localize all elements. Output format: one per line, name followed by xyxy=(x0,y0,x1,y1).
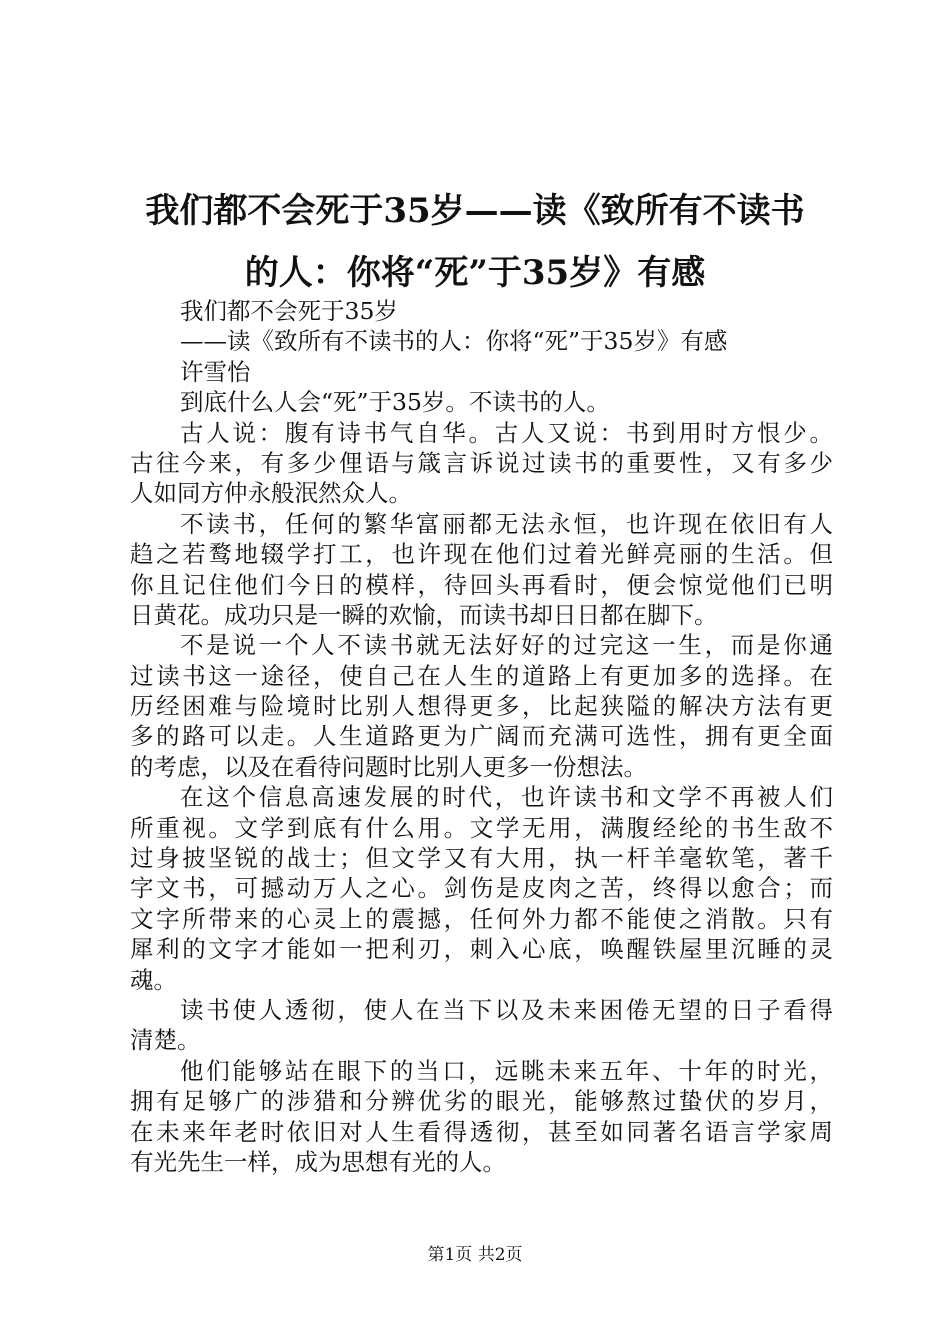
document-body xyxy=(130,296,833,1177)
paragraph-line: 在这个信息高速发展的时代，也许读书和文学不再被人们 xyxy=(180,783,833,812)
paragraph-line: 他们能够站在眼下的当口，远眺未来五年、十年的时光， xyxy=(180,1056,833,1085)
subtitle-line: 我们都不会死于35岁 xyxy=(180,297,398,325)
paragraph-line: 古人说：腹有诗书气自华。古人又说：书到用时方恨少。 xyxy=(180,418,833,447)
paragraph-line: 历经困难与险境时比别人想得更多，比起狭隘的解决方法有更 xyxy=(130,692,833,721)
paragraph-line: 魂。 xyxy=(130,965,177,994)
paragraph-line: 过读书这一途径，使自己在人生的道路上有更加多的选择。在 xyxy=(130,661,833,690)
subtitle-line: ——读《致所有不读书的人：你将“死”于35岁》有感 xyxy=(180,327,728,356)
paragraph-line: 人如同方仲永般泯然众人。 xyxy=(130,479,412,508)
paragraph-line: 在未来年老时依旧对人生看得透彻，甚至如同著名语言学家周 xyxy=(130,1117,833,1146)
paragraph-line: 有光先生一样，成为思想有光的人。 xyxy=(130,1147,506,1176)
paragraph-line: 字文书，可撼动万人之心。剑伤是皮肉之苦，终得以愈合；而 xyxy=(130,874,833,903)
paragraph-line: 所重视。文学到底有什么用。文学无用，满腹经纶的书生敌不 xyxy=(130,813,833,842)
paragraph-line: 多的路可以走。人生道路更为广阔而充满可选性，拥有更全面 xyxy=(130,722,833,751)
paragraph-line: 到底什么人会“死”于35岁。不读书的人。 xyxy=(180,388,610,417)
author-name: 许雪怡 xyxy=(180,357,251,386)
page-number-footer: 第1页 共2页 xyxy=(427,1245,523,1265)
paragraph-line: 你且记住他们今日的模样，待回头再看时，便会惊觉他们已明 xyxy=(130,570,833,599)
paragraph-line: 清楚。 xyxy=(130,1026,201,1055)
document-title xyxy=(120,180,830,304)
paragraph-line: 犀利的文字才能如一把利刃，刺入心底，唤醒铁屋里沉睡的灵 xyxy=(130,935,833,964)
paragraph-line: 古往今来，有多少俚语与箴言诉说过读书的重要性，又有多少 xyxy=(130,448,833,477)
title-line-2: 的人：你将“死”于35岁》有感 xyxy=(244,253,706,293)
title-line-1: 我们都不会死于35岁——读《致所有不读书 xyxy=(145,191,805,231)
paragraph-line: 的考虑，以及在看待问题时比别人更多一份想法。 xyxy=(130,752,647,781)
paragraph-line: 不读书，任何的繁华富丽都无法永恒，也许现在依旧有人 xyxy=(180,509,833,538)
paragraph-line: 文字所带来的心灵上的震撼，任何外力都不能使之消散。只有 xyxy=(130,904,833,933)
paragraph-line: 不是说一个人不读书就无法好好的过完这一生，而是你通 xyxy=(180,631,833,660)
paragraph-line: 读书使人透彻，使人在当下以及未来困倦无望的日子看得 xyxy=(180,995,833,1024)
paragraph-line: 日黄花。成功只是一瞬的欢愉，而读书却日日都在脚下。 xyxy=(130,600,718,629)
paragraph-line: 过身披坚锐的战士；但文学又有大用，执一杆羊毫软笔，著千 xyxy=(130,844,833,873)
paragraph-line: 拥有足够广的涉猎和分辨优劣的眼光，能够熬过蛰伏的岁月， xyxy=(130,1087,833,1116)
paragraph-line: 趋之若鹜地辍学打工，也许现在他们过着光鲜亮丽的生活。但 xyxy=(130,540,833,569)
